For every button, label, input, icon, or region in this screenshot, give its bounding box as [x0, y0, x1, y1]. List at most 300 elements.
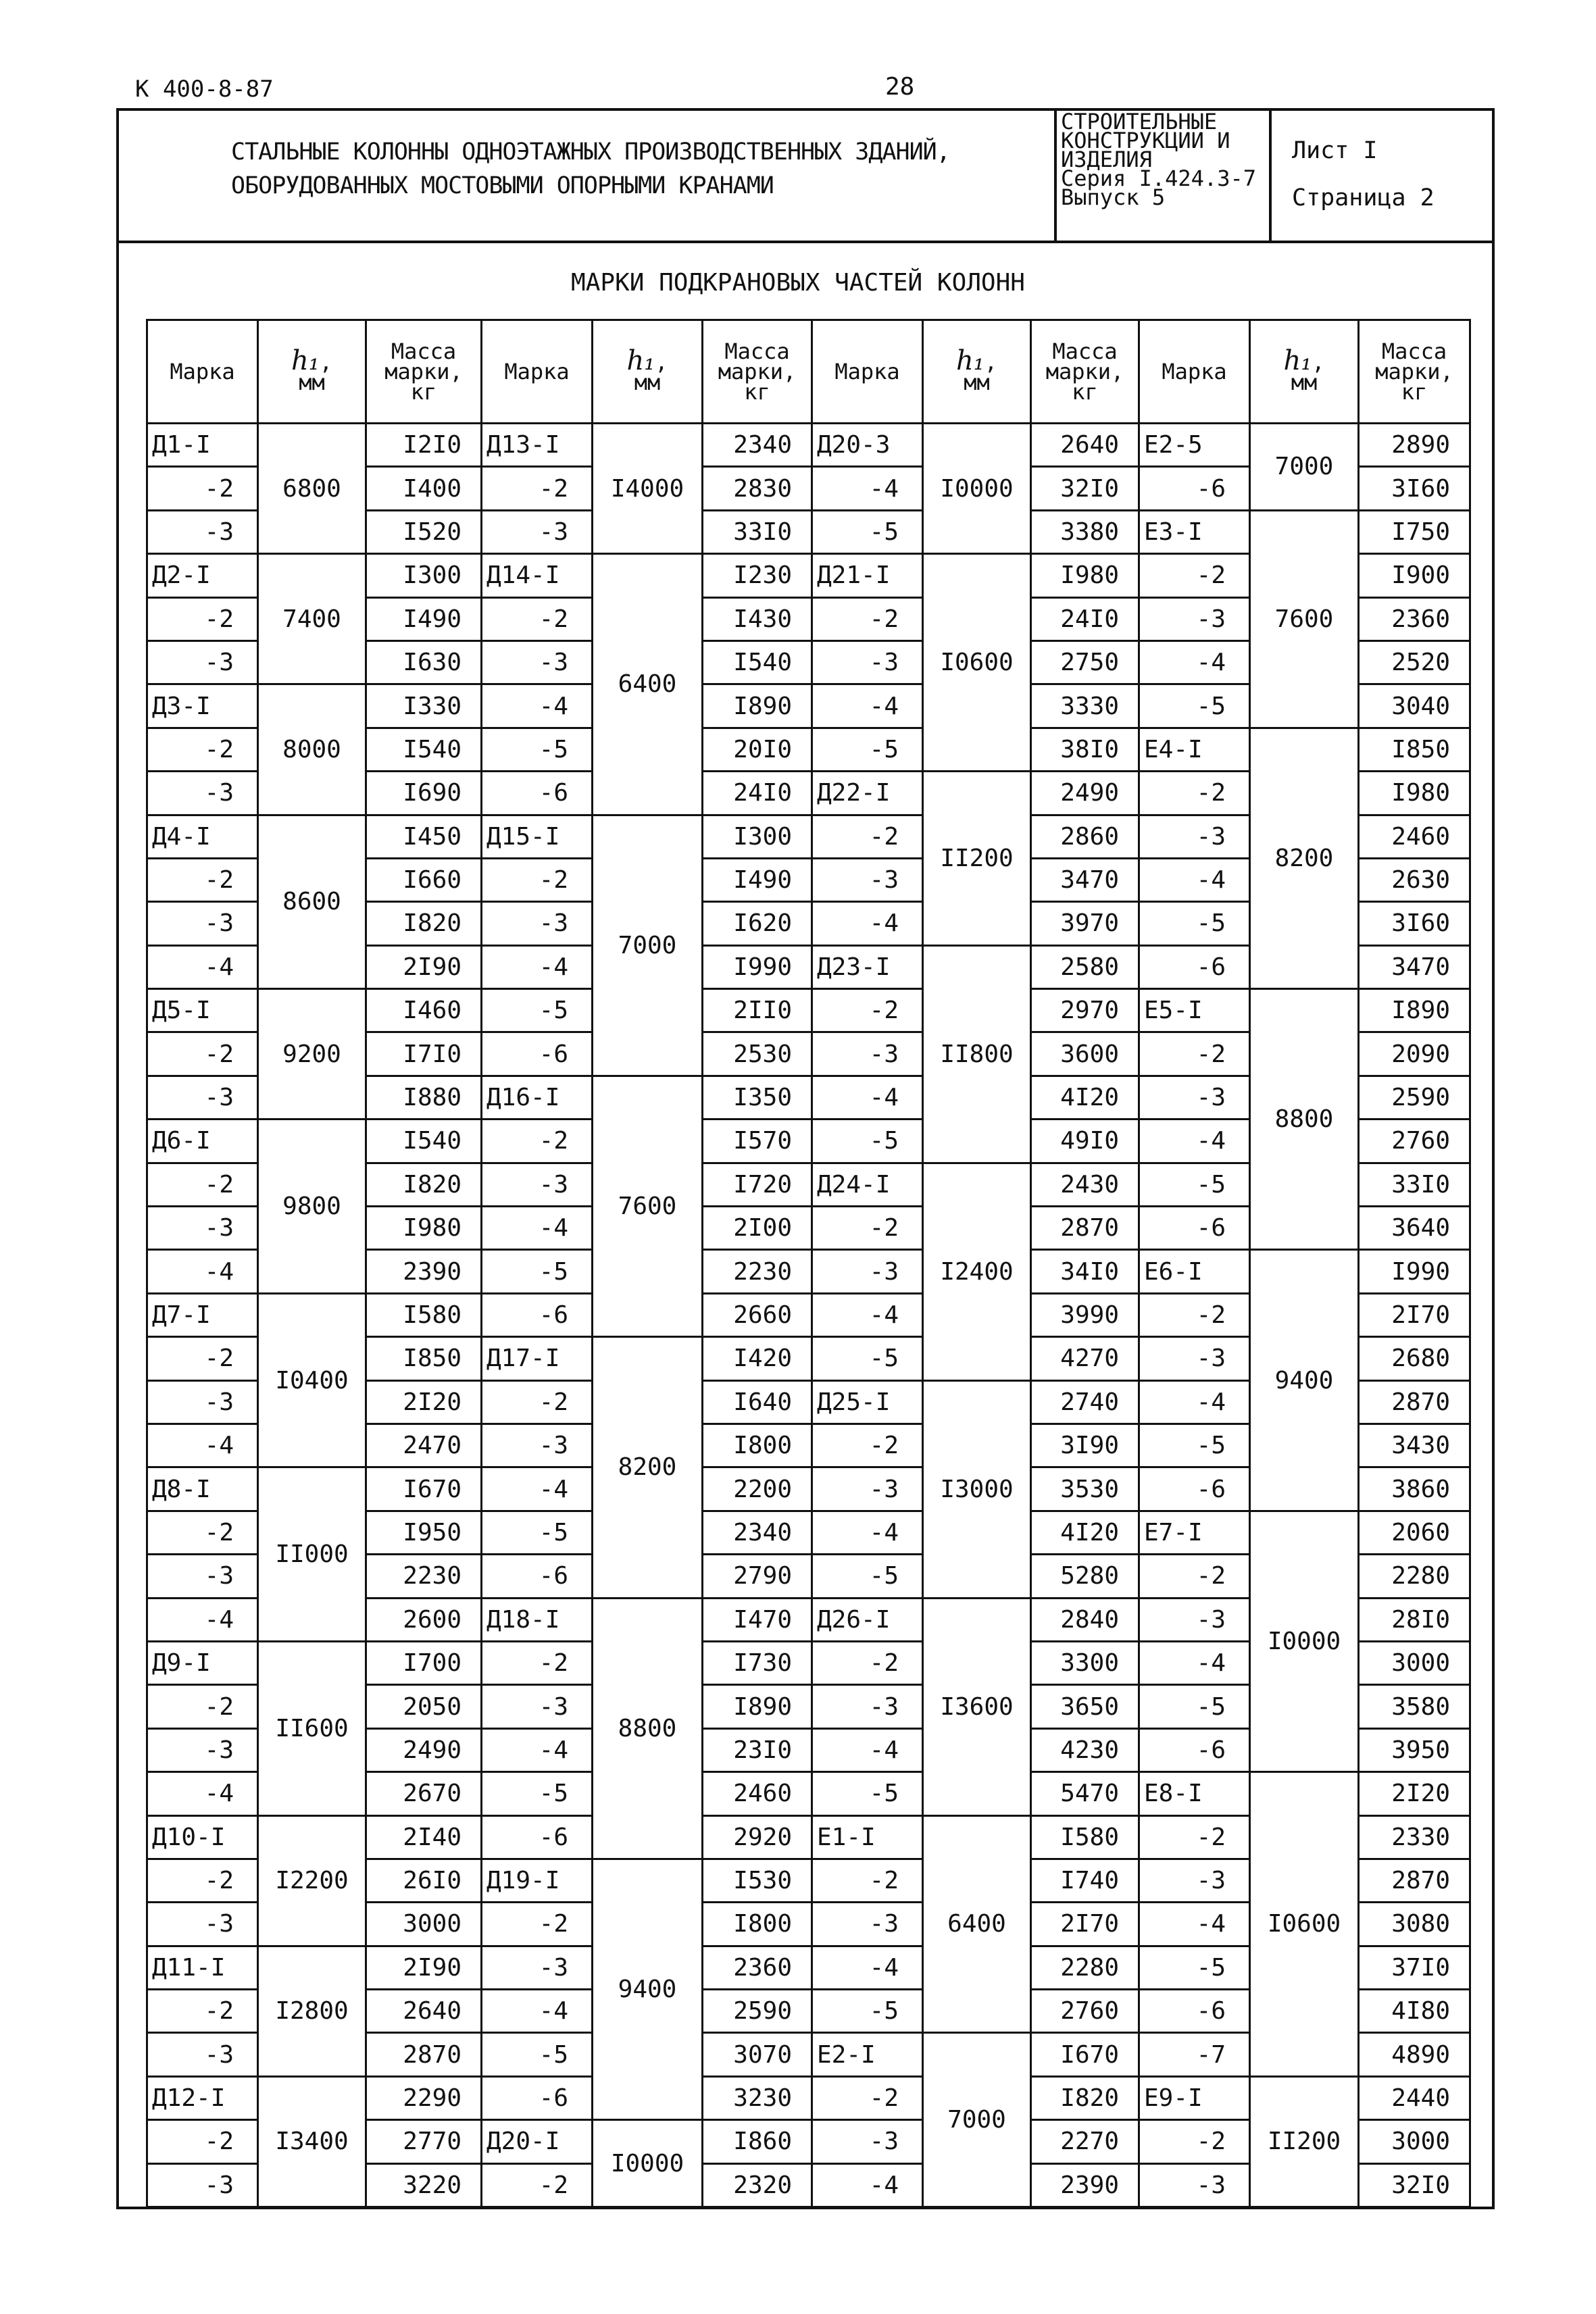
- header-mass: Масса марки, кг: [1359, 320, 1470, 424]
- height-cell: I3000: [923, 1380, 1031, 1598]
- mark-cell: -2: [812, 1207, 923, 1250]
- mark-cell: -2: [812, 989, 923, 1032]
- mass-cell: I490: [703, 858, 812, 901]
- mass-cell: 2I20: [366, 1380, 482, 1424]
- mark-cell: -3: [147, 1903, 258, 1946]
- mass-cell: I7I0: [366, 1032, 482, 1076]
- mark-cell: -2: [147, 467, 258, 510]
- mark-cell: -2: [1139, 1815, 1250, 1859]
- mark-cell: Д7-I: [147, 1293, 258, 1336]
- mark-cell: -5: [1139, 1424, 1250, 1467]
- mass-cell: 2I40: [366, 1815, 482, 1859]
- mark-cell: -4: [482, 1467, 593, 1511]
- height-cell: I2800: [258, 1946, 366, 2076]
- height-cell: 8200: [593, 1337, 703, 1598]
- mass-cell: 3000: [1359, 1641, 1470, 1684]
- mass-cell: 3580: [1359, 1685, 1470, 1728]
- mark-cell: -4: [812, 902, 923, 945]
- mass-cell: I850: [366, 1337, 482, 1380]
- mass-cell: I670: [1031, 2033, 1139, 2076]
- mark-cell: -4: [147, 1250, 258, 1293]
- mark-cell: -5: [812, 728, 923, 771]
- mark-cell: Е4-I: [1139, 728, 1250, 771]
- mass-cell: 2I90: [366, 1946, 482, 1989]
- height-cell: I2400: [923, 1163, 1031, 1380]
- mass-cell: I980: [1359, 772, 1470, 815]
- mark-cell: -6: [1139, 1728, 1250, 1771]
- marks-table: [146, 319, 1471, 2208]
- mass-cell: 4I80: [1359, 1990, 1470, 2033]
- mass-cell: 2630: [1359, 858, 1470, 901]
- mass-cell: I990: [1359, 1250, 1470, 1293]
- height-cell: II200: [923, 772, 1031, 946]
- mass-cell: I640: [703, 1380, 812, 1424]
- mass-cell: I820: [366, 902, 482, 945]
- mass-cell: 2520: [1359, 640, 1470, 684]
- mark-cell: -4: [1139, 1641, 1250, 1684]
- mass-cell: I690: [366, 772, 482, 815]
- mass-cell: 2390: [366, 1250, 482, 1293]
- mark-cell: -4: [812, 1728, 923, 1771]
- mass-cell: 2360: [1359, 597, 1470, 640]
- mass-cell: 2770: [366, 2120, 482, 2163]
- mass-cell: 2340: [703, 1511, 812, 1554]
- mark-cell: -2: [147, 597, 258, 640]
- mass-cell: 4230: [1031, 1728, 1139, 1771]
- mass-cell: 2760: [1031, 1990, 1139, 2033]
- mass-cell: 32I0: [1359, 2163, 1470, 2207]
- mark-cell: -2: [1139, 772, 1250, 815]
- mark-cell: -3: [482, 1163, 593, 1206]
- mark-cell: -2: [147, 1859, 258, 1902]
- mass-cell: 2I70: [1031, 1903, 1139, 1946]
- height-cell: 8200: [1250, 728, 1359, 988]
- mark-cell: -4: [1139, 1903, 1250, 1946]
- mark-cell: Д9-I: [147, 1641, 258, 1684]
- mass-cell: 3330: [1031, 684, 1139, 728]
- mass-cell: I330: [366, 684, 482, 728]
- mark-cell: Д3-I: [147, 684, 258, 728]
- mark-cell: -2: [482, 1903, 593, 1946]
- mass-cell: I820: [1031, 2076, 1139, 2119]
- mass-cell: 2330: [1359, 1815, 1470, 1859]
- mass-cell: 3220: [366, 2163, 482, 2207]
- document-code: К 400-8-87: [135, 76, 274, 103]
- mark-cell: -2: [812, 2076, 923, 2119]
- mass-cell: I800: [703, 1903, 812, 1946]
- mark-cell: -4: [482, 1990, 593, 2033]
- height-cell: 9800: [258, 1120, 366, 1294]
- mass-cell: 2490: [366, 1728, 482, 1771]
- height-cell: 7600: [593, 1076, 703, 1336]
- mass-cell: I460: [366, 989, 482, 1032]
- mass-cell: 2870: [366, 2033, 482, 2076]
- height-cell: 8600: [258, 815, 366, 989]
- mass-cell: 2060: [1359, 1511, 1470, 1554]
- mark-cell: -2: [147, 858, 258, 901]
- mass-cell: 2860: [1031, 815, 1139, 858]
- mass-cell: 3000: [1359, 2120, 1470, 2163]
- mark-cell: -6: [1139, 467, 1250, 510]
- mass-cell: 2230: [366, 1555, 482, 1598]
- mass-cell: 3530: [1031, 1467, 1139, 1511]
- mark-cell: -5: [812, 510, 923, 553]
- mass-cell: 3640: [1359, 1207, 1470, 1250]
- mass-cell: 32I0: [1031, 467, 1139, 510]
- mass-cell: 2590: [703, 1990, 812, 2033]
- mass-cell: 2750: [1031, 640, 1139, 684]
- page-label: Страница 2: [1292, 184, 1435, 211]
- mark-cell: -3: [147, 772, 258, 815]
- mass-cell: 2050: [366, 1685, 482, 1728]
- mark-cell: -2: [147, 1163, 258, 1206]
- mass-cell: I540: [703, 640, 812, 684]
- mark-cell: -5: [482, 1250, 593, 1293]
- mark-cell: -4: [482, 1728, 593, 1771]
- mark-cell: -4: [482, 684, 593, 728]
- mark-cell: -5: [812, 1555, 923, 1598]
- mark-cell: -3: [1139, 2163, 1250, 2207]
- mass-cell: 2580: [1031, 945, 1139, 988]
- mass-cell: 2390: [1031, 2163, 1139, 2207]
- mark-cell: -4: [1139, 1120, 1250, 1163]
- mass-cell: 3380: [1031, 510, 1139, 553]
- mark-cell: Д15-I: [482, 815, 593, 858]
- mass-cell: I490: [366, 597, 482, 640]
- height-cell: 7400: [258, 554, 366, 684]
- mass-cell: I660: [366, 858, 482, 901]
- mass-cell: I670: [366, 1467, 482, 1511]
- mark-cell: -4: [812, 1946, 923, 1989]
- mass-cell: 33I0: [1359, 1163, 1470, 1206]
- mass-cell: 3040: [1359, 684, 1470, 728]
- mass-cell: I570: [703, 1120, 812, 1163]
- height-cell: I2200: [258, 1815, 366, 1946]
- mark-cell: -6: [482, 1555, 593, 1598]
- mark-cell: -2: [1139, 1293, 1250, 1336]
- mark-cell: -2: [482, 1641, 593, 1684]
- mass-cell: I730: [703, 1641, 812, 1684]
- mark-cell: -3: [812, 1032, 923, 1076]
- mark-cell: -5: [482, 989, 593, 1032]
- mass-cell: 2760: [1359, 1120, 1470, 1163]
- mark-cell: -2: [482, 858, 593, 901]
- mark-cell: -3: [482, 640, 593, 684]
- mark-cell: -3: [1139, 1337, 1250, 1380]
- mass-cell: 2II0: [703, 989, 812, 1032]
- mass-cell: 4890: [1359, 2033, 1470, 2076]
- mass-cell: 2890: [1359, 424, 1470, 467]
- mass-cell: 3000: [366, 1903, 482, 1946]
- series-line-1: СТРОИТЕЛЬНЫЕ: [1061, 109, 1218, 134]
- mark-cell: -6: [482, 1293, 593, 1336]
- mark-cell: -4: [1139, 858, 1250, 901]
- mass-cell: 24I0: [703, 772, 812, 815]
- mark-cell: Е7-I: [1139, 1511, 1250, 1554]
- mass-cell: 3070: [703, 2033, 812, 2076]
- mark-cell: -3: [147, 2033, 258, 2076]
- mass-cell: I300: [703, 815, 812, 858]
- mark-cell: -4: [147, 1598, 258, 1641]
- mark-cell: -5: [812, 1337, 923, 1380]
- mass-cell: 28I0: [1359, 1598, 1470, 1641]
- mass-cell: I530: [703, 1859, 812, 1902]
- mark-cell: Е6-I: [1139, 1250, 1250, 1293]
- mass-cell: I470: [703, 1598, 812, 1641]
- mark-cell: Е5-I: [1139, 989, 1250, 1032]
- mark-cell: -2: [1139, 1032, 1250, 1076]
- mark-cell: -4: [812, 1293, 923, 1336]
- mark-cell: -3: [147, 2163, 258, 2207]
- mass-cell: 2I00: [703, 1207, 812, 1250]
- mark-cell: -4: [1139, 640, 1250, 684]
- mark-cell: -6: [1139, 1207, 1250, 1250]
- mass-cell: 20I0: [703, 728, 812, 771]
- mass-cell: I350: [703, 1076, 812, 1119]
- series-block: [1054, 108, 1272, 241]
- mark-cell: -4: [1139, 1380, 1250, 1424]
- mark-cell: -2: [482, 2163, 593, 2207]
- mass-cell: I890: [703, 1685, 812, 1728]
- mass-cell: 4270: [1031, 1337, 1139, 1380]
- mass-cell: 5280: [1031, 1555, 1139, 1598]
- mark-cell: -6: [482, 1815, 593, 1859]
- mark-cell: -2: [147, 1337, 258, 1380]
- mark-cell: -6: [482, 2076, 593, 2119]
- header-mass: Масса марки, кг: [703, 320, 812, 424]
- mass-cell: 2830: [703, 467, 812, 510]
- mark-cell: -3: [1139, 1598, 1250, 1641]
- header-h1: h₁, мм: [1250, 320, 1359, 424]
- mass-cell: 2680: [1359, 1337, 1470, 1380]
- mass-cell: 2640: [1031, 424, 1139, 467]
- mark-cell: -3: [812, 858, 923, 901]
- title-line-1: СТАЛЬНЫЕ КОЛОННЫ ОДНОЭТАЖНЫХ ПРОИЗВОДСТВЕННЫХ ЗДАНИЙ,: [231, 139, 950, 166]
- mark-cell: -3: [812, 1903, 923, 1946]
- height-cell: I3600: [923, 1598, 1031, 1815]
- page-number: 28: [885, 73, 915, 101]
- mark-cell: -3: [147, 1555, 258, 1598]
- mark-cell: -4: [812, 1076, 923, 1119]
- mark-cell: Д5-I: [147, 989, 258, 1032]
- mark-cell: Д21-I: [812, 554, 923, 597]
- mark-cell: -4: [812, 467, 923, 510]
- title-block: [116, 108, 1495, 243]
- mass-cell: 3970: [1031, 902, 1139, 945]
- mass-cell: 3I60: [1359, 902, 1470, 945]
- mass-cell: I630: [366, 640, 482, 684]
- height-cell: 8800: [593, 1598, 703, 1859]
- mark-cell: -3: [482, 1685, 593, 1728]
- mass-cell: I520: [366, 510, 482, 553]
- height-cell: I3400: [258, 2076, 366, 2207]
- mass-cell: 3600: [1031, 1032, 1139, 1076]
- issue-number: Выпуск 5: [1061, 184, 1166, 210]
- mark-cell: Д26-I: [812, 1598, 923, 1641]
- mass-cell: I820: [366, 1163, 482, 1206]
- mark-cell: -3: [482, 1946, 593, 1989]
- mass-cell: I880: [366, 1076, 482, 1119]
- series-line-3: ИЗДЕЛИЯ: [1061, 147, 1152, 172]
- sheet-block: [1292, 127, 1435, 222]
- mark-cell: Д10-I: [147, 1815, 258, 1859]
- mass-cell: I540: [366, 728, 482, 771]
- mark-cell: -3: [1139, 815, 1250, 858]
- mass-cell: 3080: [1359, 1903, 1470, 1946]
- mass-cell: 24I0: [1031, 597, 1139, 640]
- mass-cell: I850: [1359, 728, 1470, 771]
- mass-cell: I750: [1359, 510, 1470, 553]
- mark-cell: Д24-I: [812, 1163, 923, 1206]
- mark-cell: Д18-I: [482, 1598, 593, 1641]
- mark-cell: -5: [1139, 902, 1250, 945]
- mass-cell: 2670: [366, 1772, 482, 1815]
- mass-cell: I980: [1031, 554, 1139, 597]
- mass-cell: 2I20: [1359, 1772, 1470, 1815]
- mark-cell: Д16-I: [482, 1076, 593, 1119]
- mass-cell: 2790: [703, 1555, 812, 1598]
- mass-cell: I2I0: [366, 424, 482, 467]
- height-cell: I0600: [1250, 1772, 1359, 2077]
- mark-cell: -2: [1139, 2120, 1250, 2163]
- header-mass: Масса марки, кг: [1031, 320, 1139, 424]
- mark-cell: -3: [147, 1076, 258, 1119]
- mark-cell: Д14-I: [482, 554, 593, 597]
- mark-cell: -2: [482, 1380, 593, 1424]
- mass-cell: 2320: [703, 2163, 812, 2207]
- height-cell: 6400: [593, 554, 703, 815]
- height-cell: 7000: [593, 815, 703, 1076]
- mark-cell: Е2-5: [1139, 424, 1250, 467]
- mass-cell: I950: [366, 1511, 482, 1554]
- header-mass: Масса марки, кг: [366, 320, 482, 424]
- mass-cell: 2870: [1359, 1380, 1470, 1424]
- mass-cell: 3230: [703, 2076, 812, 2119]
- mass-cell: 2660: [703, 1293, 812, 1336]
- mark-cell: -5: [482, 1772, 593, 1815]
- mark-cell: Д12-I: [147, 2076, 258, 2119]
- mass-cell: 2270: [1031, 2120, 1139, 2163]
- mark-cell: -5: [482, 2033, 593, 2076]
- mark-cell: Д11-I: [147, 1946, 258, 1989]
- mass-cell: I580: [1031, 1815, 1139, 1859]
- mark-cell: Д20-3: [812, 424, 923, 467]
- mark-cell: -3: [147, 640, 258, 684]
- mark-cell: -3: [147, 1380, 258, 1424]
- height-cell: II200: [1250, 2076, 1359, 2207]
- mark-cell: -6: [1139, 945, 1250, 988]
- mark-cell: -2: [147, 1990, 258, 2033]
- height-cell: I0600: [923, 554, 1031, 772]
- height-cell: I4000: [593, 424, 703, 554]
- mark-cell: Д22-I: [812, 772, 923, 815]
- mass-cell: I890: [1359, 989, 1470, 1032]
- mass-cell: I700: [366, 1641, 482, 1684]
- height-cell: I0000: [593, 2120, 703, 2207]
- mark-cell: Е8-I: [1139, 1772, 1250, 1815]
- mark-cell: -5: [1139, 1946, 1250, 1989]
- mass-cell: 2600: [366, 1598, 482, 1641]
- mark-cell: -2: [482, 597, 593, 640]
- mass-cell: I400: [366, 467, 482, 510]
- mark-cell: -6: [482, 1032, 593, 1076]
- mark-cell: Д13-I: [482, 424, 593, 467]
- mass-cell: 2640: [366, 1990, 482, 2033]
- mark-cell: -4: [812, 1511, 923, 1554]
- mark-cell: -7: [1139, 2033, 1250, 2076]
- mass-cell: 23I0: [703, 1728, 812, 1771]
- table-row: [147, 989, 1470, 1032]
- table-row: [147, 424, 1470, 467]
- mark-cell: -2: [812, 815, 923, 858]
- mark-cell: -6: [482, 772, 593, 815]
- mark-cell: -2: [147, 1511, 258, 1554]
- mass-cell: I890: [703, 684, 812, 728]
- mark-cell: -2: [482, 1120, 593, 1163]
- series-number: Серия I.424.3-7: [1061, 166, 1256, 191]
- mark-cell: -4: [147, 945, 258, 988]
- header-h1: h₁, мм: [923, 320, 1031, 424]
- mark-cell: -4: [482, 945, 593, 988]
- mass-cell: 3430: [1359, 1424, 1470, 1467]
- mass-cell: 3990: [1031, 1293, 1139, 1336]
- mark-cell: -5: [482, 728, 593, 771]
- mass-cell: 3860: [1359, 1467, 1470, 1511]
- mark-cell: Д2-I: [147, 554, 258, 597]
- mass-cell: I420: [703, 1337, 812, 1380]
- header-mark: Марка: [482, 320, 593, 424]
- mark-cell: -3: [812, 640, 923, 684]
- mass-cell: 3I90: [1031, 1424, 1139, 1467]
- mark-cell: -4: [812, 2163, 923, 2207]
- mark-cell: Д8-I: [147, 1467, 258, 1511]
- header-mark: Марка: [147, 320, 258, 424]
- mark-cell: -2: [147, 1685, 258, 1728]
- header-mark: Марка: [812, 320, 923, 424]
- height-cell: II600: [258, 1641, 366, 1815]
- table-title: МАРКИ ПОДКРАНОВЫХ ЧАСТЕЙ КОЛОНН: [571, 269, 1025, 297]
- height-cell: I0000: [1250, 1511, 1359, 1771]
- mass-cell: 5470: [1031, 1772, 1139, 1815]
- mark-cell: -3: [482, 902, 593, 945]
- mass-cell: 2840: [1031, 1598, 1139, 1641]
- mass-cell: 37I0: [1359, 1946, 1470, 1989]
- mark-cell: -3: [812, 2120, 923, 2163]
- header-h1: h₁, мм: [258, 320, 366, 424]
- mass-cell: 4I20: [1031, 1511, 1139, 1554]
- mass-cell: 2590: [1359, 1076, 1470, 1119]
- mark-cell: -4: [812, 684, 923, 728]
- height-cell: 8000: [258, 684, 366, 815]
- table-row: [147, 2076, 1470, 2119]
- mark-cell: -3: [812, 1250, 923, 1293]
- document-title: [231, 135, 1143, 203]
- mass-cell: 3950: [1359, 1728, 1470, 1771]
- mass-cell: I430: [703, 597, 812, 640]
- height-cell: I0000: [923, 424, 1031, 554]
- mass-cell: 3300: [1031, 1641, 1139, 1684]
- header-mark: Марка: [1139, 320, 1250, 424]
- mass-cell: 3I60: [1359, 467, 1470, 510]
- mass-cell: I230: [703, 554, 812, 597]
- mark-cell: -4: [147, 1424, 258, 1467]
- mark-cell: -2: [1139, 1555, 1250, 1598]
- mass-cell: 2970: [1031, 989, 1139, 1032]
- mass-cell: 2870: [1359, 1859, 1470, 1902]
- mark-cell: -4: [482, 1207, 593, 1250]
- mark-cell: -5: [1139, 1163, 1250, 1206]
- mark-cell: Д4-I: [147, 815, 258, 858]
